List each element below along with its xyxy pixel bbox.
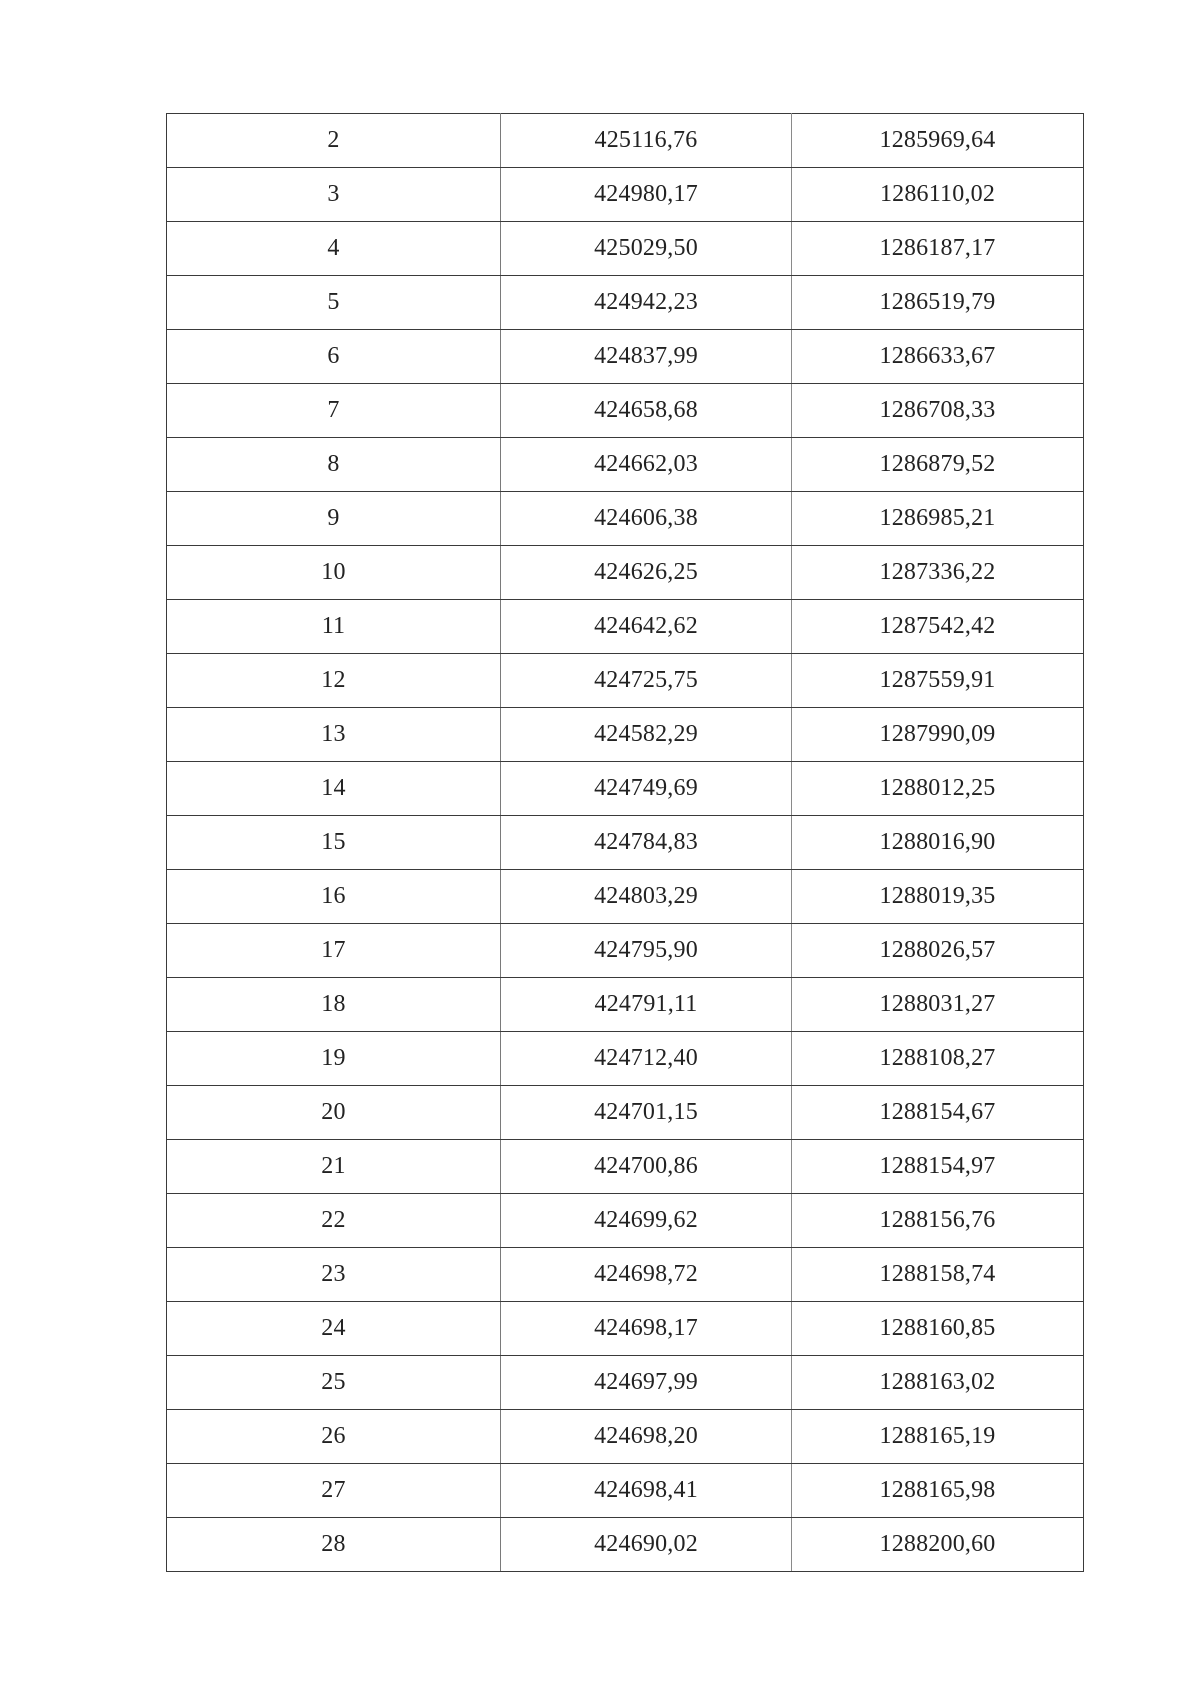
x-coordinate-cell: 424980,17	[501, 168, 792, 222]
table-row	[167, 114, 1084, 168]
table-row	[167, 438, 1084, 492]
table-row	[167, 384, 1084, 438]
table-row	[167, 276, 1084, 330]
x-coordinate-cell: 424942,23	[501, 276, 792, 330]
y-coordinate-cell: 1288012,25	[792, 762, 1084, 816]
coordinates-table	[166, 113, 1084, 1572]
table-row	[167, 1518, 1084, 1572]
point-number-cell: 14	[167, 762, 501, 816]
table-row	[167, 330, 1084, 384]
point-number-cell: 10	[167, 546, 501, 600]
y-coordinate-cell: 1286633,67	[792, 330, 1084, 384]
x-coordinate-cell: 424697,99	[501, 1356, 792, 1410]
x-coordinate-cell: 424700,86	[501, 1140, 792, 1194]
point-number-cell: 22	[167, 1194, 501, 1248]
table-row	[167, 1356, 1084, 1410]
point-number-cell: 9	[167, 492, 501, 546]
point-number-cell: 13	[167, 708, 501, 762]
y-coordinate-cell: 1288031,27	[792, 978, 1084, 1032]
point-number-cell: 20	[167, 1086, 501, 1140]
x-coordinate-cell: 424606,38	[501, 492, 792, 546]
coordinates-table-body	[167, 114, 1084, 1572]
point-number-cell: 26	[167, 1410, 501, 1464]
y-coordinate-cell: 1288160,85	[792, 1302, 1084, 1356]
y-coordinate-cell: 1288163,02	[792, 1356, 1084, 1410]
x-coordinate-cell: 424725,75	[501, 654, 792, 708]
y-coordinate-cell: 1286879,52	[792, 438, 1084, 492]
point-number-cell: 28	[167, 1518, 501, 1572]
y-coordinate-cell: 1286187,17	[792, 222, 1084, 276]
y-coordinate-cell: 1288156,76	[792, 1194, 1084, 1248]
x-coordinate-cell: 424749,69	[501, 762, 792, 816]
point-number-cell: 17	[167, 924, 501, 978]
point-number-cell: 24	[167, 1302, 501, 1356]
table-row	[167, 1464, 1084, 1518]
point-number-cell: 25	[167, 1356, 501, 1410]
y-coordinate-cell: 1288158,74	[792, 1248, 1084, 1302]
y-coordinate-cell: 1288165,19	[792, 1410, 1084, 1464]
x-coordinate-cell: 424698,20	[501, 1410, 792, 1464]
table-row	[167, 168, 1084, 222]
point-number-cell: 19	[167, 1032, 501, 1086]
x-coordinate-cell: 424698,41	[501, 1464, 792, 1518]
x-coordinate-cell: 424803,29	[501, 870, 792, 924]
table-row	[167, 1086, 1084, 1140]
table-row	[167, 978, 1084, 1032]
table-row	[167, 1302, 1084, 1356]
x-coordinate-cell: 424784,83	[501, 816, 792, 870]
x-coordinate-cell: 424698,72	[501, 1248, 792, 1302]
table-row	[167, 1410, 1084, 1464]
y-coordinate-cell: 1287542,42	[792, 600, 1084, 654]
point-number-cell: 12	[167, 654, 501, 708]
x-coordinate-cell: 424791,11	[501, 978, 792, 1032]
point-number-cell: 4	[167, 222, 501, 276]
point-number-cell: 3	[167, 168, 501, 222]
x-coordinate-cell: 424690,02	[501, 1518, 792, 1572]
x-coordinate-cell: 425029,50	[501, 222, 792, 276]
y-coordinate-cell: 1287336,22	[792, 546, 1084, 600]
x-coordinate-cell: 424582,29	[501, 708, 792, 762]
y-coordinate-cell: 1286110,02	[792, 168, 1084, 222]
x-coordinate-cell: 424699,62	[501, 1194, 792, 1248]
table-row	[167, 654, 1084, 708]
x-coordinate-cell: 424642,62	[501, 600, 792, 654]
table-row	[167, 924, 1084, 978]
point-number-cell: 27	[167, 1464, 501, 1518]
x-coordinate-cell: 424698,17	[501, 1302, 792, 1356]
point-number-cell: 8	[167, 438, 501, 492]
x-coordinate-cell: 424712,40	[501, 1032, 792, 1086]
point-number-cell: 11	[167, 600, 501, 654]
y-coordinate-cell: 1288200,60	[792, 1518, 1084, 1572]
x-coordinate-cell: 424795,90	[501, 924, 792, 978]
table-row	[167, 1248, 1084, 1302]
x-coordinate-cell: 425116,76	[501, 114, 792, 168]
x-coordinate-cell: 424837,99	[501, 330, 792, 384]
y-coordinate-cell: 1287990,09	[792, 708, 1084, 762]
table-row	[167, 1194, 1084, 1248]
y-coordinate-cell: 1285969,64	[792, 114, 1084, 168]
point-number-cell: 16	[167, 870, 501, 924]
y-coordinate-cell: 1288019,35	[792, 870, 1084, 924]
x-coordinate-cell: 424658,68	[501, 384, 792, 438]
table-row	[167, 816, 1084, 870]
y-coordinate-cell: 1287559,91	[792, 654, 1084, 708]
point-number-cell: 6	[167, 330, 501, 384]
table-row	[167, 870, 1084, 924]
table-row	[167, 762, 1084, 816]
table-row	[167, 708, 1084, 762]
table-row	[167, 546, 1084, 600]
table-row	[167, 600, 1084, 654]
y-coordinate-cell: 1286985,21	[792, 492, 1084, 546]
table-row	[167, 1140, 1084, 1194]
table-row	[167, 1032, 1084, 1086]
y-coordinate-cell: 1288154,97	[792, 1140, 1084, 1194]
x-coordinate-cell: 424662,03	[501, 438, 792, 492]
point-number-cell: 7	[167, 384, 501, 438]
y-coordinate-cell: 1288108,27	[792, 1032, 1084, 1086]
point-number-cell: 18	[167, 978, 501, 1032]
y-coordinate-cell: 1288026,57	[792, 924, 1084, 978]
y-coordinate-cell: 1288016,90	[792, 816, 1084, 870]
table-row	[167, 492, 1084, 546]
y-coordinate-cell: 1286708,33	[792, 384, 1084, 438]
y-coordinate-cell: 1288165,98	[792, 1464, 1084, 1518]
y-coordinate-cell: 1288154,67	[792, 1086, 1084, 1140]
point-number-cell: 21	[167, 1140, 501, 1194]
point-number-cell: 15	[167, 816, 501, 870]
point-number-cell: 23	[167, 1248, 501, 1302]
point-number-cell: 5	[167, 276, 501, 330]
y-coordinate-cell: 1286519,79	[792, 276, 1084, 330]
table-row	[167, 222, 1084, 276]
x-coordinate-cell: 424626,25	[501, 546, 792, 600]
x-coordinate-cell: 424701,15	[501, 1086, 792, 1140]
point-number-cell: 2	[167, 114, 501, 168]
